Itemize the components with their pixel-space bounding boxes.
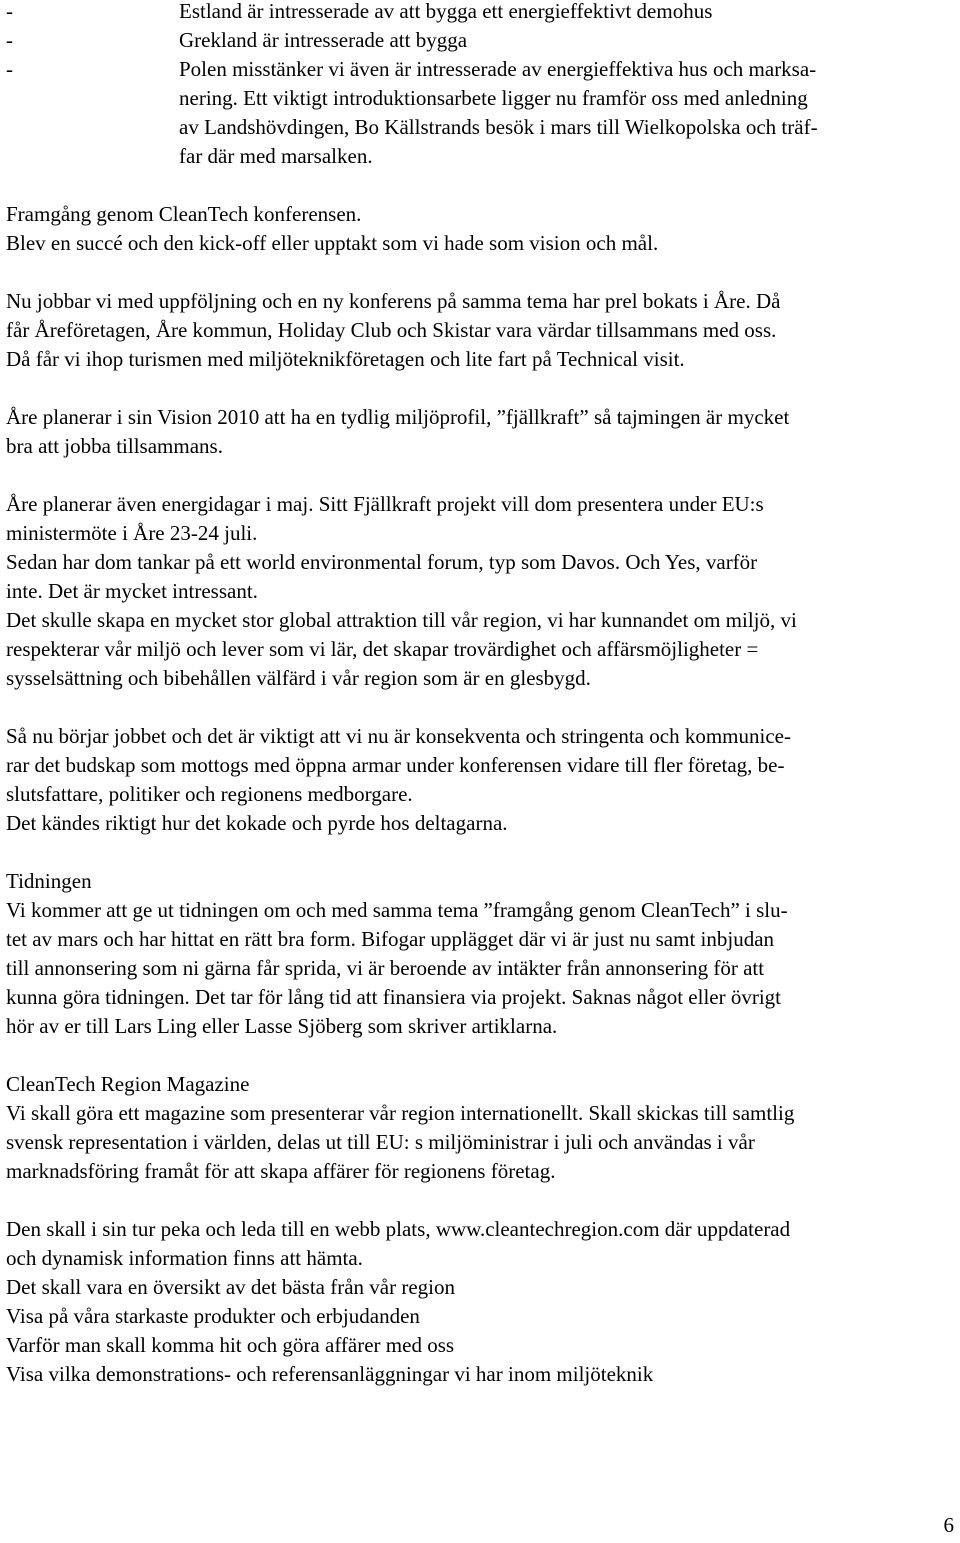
text-line: Grekland är intresserade att bygga [179, 28, 468, 52]
text-line: Nu jobbar vi med uppföljning och en ny konferens på samma tema har prel bokats i Åre. Då [6, 289, 781, 313]
paragraph-magazine [6, 1070, 956, 1186]
text-line: Vi skall göra ett magazine som presenterar vår region internationellt. Skall skickas till samtlig [6, 1101, 795, 1125]
paragraph-vision-2010 [6, 403, 956, 461]
paragraph-webbplats [6, 1215, 956, 1389]
bullet-text [179, 26, 956, 55]
bullet-list [6, 0, 956, 171]
text-line: Den skall i sin tur peka och leda till en webb plats, www.cleantechregion.com där uppdaterad [6, 1217, 791, 1241]
bullet-item-estland [6, 0, 956, 26]
text-line: Visa på våra starkaste produkter och erbjudanden [6, 1304, 420, 1328]
text-line: Åre planerar även energidagar i maj. Sitt Fjällkraft projekt vill dom presentera under EU:s [6, 492, 764, 516]
paragraph-jobbet-borjar [6, 722, 956, 838]
text-line: Åre planerar i sin Vision 2010 att ha en tydlig miljöprofil, ”fjällkraft” så tajmingen är mycket [6, 405, 790, 429]
bullet-item-grekland [6, 26, 956, 55]
text-line: Blev en succé och den kick-off eller upptakt som vi hade som vision och mål. [6, 231, 659, 255]
text-line: Det skall vara en översikt av det bästa från vår region [6, 1275, 455, 1299]
text-line: bra att jobba tillsammans. [6, 434, 223, 458]
text-line: kunna göra tidningen. Det tar för lång tid att finansiera via projekt. Saknas något eller övrigt [6, 985, 782, 1009]
text-line: Polen misstänker vi även är intresserade av energieffektiva hus och marksa- [179, 57, 817, 81]
bullet-text [179, 0, 956, 26]
text-line: ministermöte i Åre 23-24 juli. [6, 521, 258, 545]
text-line: Sedan har dom tankar på ett world environmental forum, typ som Davos. Och Yes, varför [6, 550, 758, 574]
text-line: och dynamisk information finns att hämta. [6, 1246, 363, 1270]
bullet-dash: - [6, 0, 13, 23]
paragraph-uppfoljning [6, 287, 956, 374]
text-line: far där med marsalken. [179, 144, 373, 168]
text-line: tet av mars och har hittat en rätt bra form. Bifogar upplägget där vi är just nu samt inbjudan [6, 927, 775, 951]
section-heading: Framgång genom CleanTech konferensen. [6, 202, 362, 226]
text-line: Estland är intresserade av att bygga ett energieffektivt demohus [179, 0, 713, 23]
paragraph-energidagar [6, 490, 956, 693]
bullet-text [179, 55, 956, 171]
text-line: till annonsering som ni gärna får sprida, vi är beroende av intäkter från annonsering för att [6, 956, 765, 980]
text-line: hör av er till Lars Ling eller Lasse Sjöberg som skriver artiklarna. [6, 1014, 558, 1038]
text-line: Varför man skall komma hit och göra affärer med oss [6, 1333, 455, 1357]
text-line: av Landshövdingen, Bo Källstrands besök i mars till Wielkopolska och träf- [179, 115, 818, 139]
text-line: Visa vilka demonstrations- och referensanläggningar vi har inom miljöteknik [6, 1362, 654, 1386]
text-line: får Åreföretagen, Åre kommun, Holiday Club och Skistar vara värdar tillsammans med oss. [6, 318, 777, 342]
text-line: Så nu börjar jobbet och det är viktigt att vi nu är konsekventa och stringenta och kommunice- [6, 724, 791, 748]
text-line: Då får vi ihop turismen med miljöteknikföretagen och lite fart på Technical visit. [6, 347, 685, 371]
paragraph-cleantech-konferens [6, 200, 956, 258]
text-line: inte. Det är mycket intressant. [6, 579, 258, 603]
bullet-dash: - [6, 28, 13, 52]
bullet-item-polen [6, 55, 956, 171]
text-line: rar det budskap som mottogs med öppna armar under konferensen vidare till fler företag, be- [6, 753, 785, 777]
bullet-dash: - [6, 57, 13, 81]
section-heading: Tidningen [6, 869, 92, 893]
section-heading: CleanTech Region Magazine [6, 1072, 250, 1096]
page-content [6, 0, 956, 1389]
text-line: sysselsättning och bibehållen välfärd i vår region som är en glesbygd. [6, 666, 591, 690]
text-line: marknadsföring framåt för att skapa affärer för regionens företag. [6, 1159, 556, 1183]
text-line: svensk representation i världen, delas ut till EU: s miljöministrar i juli och användas i vår [6, 1130, 755, 1154]
text-line: nering. Ett viktigt introduktionsarbete ligger nu framför oss med anledning [179, 86, 808, 110]
paragraph-tidningen [6, 867, 956, 1041]
text-line: Det kändes riktigt hur det kokade och pyrde hos deltagarna. [6, 811, 508, 835]
text-line: Vi kommer att ge ut tidningen om och med samma tema ”framgång genom CleanTech” i slu- [6, 898, 788, 922]
text-line: slutsfattare, politiker och regionens medborgare. [6, 782, 413, 806]
page-number: 6 [943, 1513, 954, 1537]
text-line: respekterar vår miljö och lever som vi lär, det skapar trovärdighet och affärsmöjligheter = [6, 637, 759, 661]
text-line: Det skulle skapa en mycket stor global attraktion till vår region, vi har kunnandet om miljö, vi [6, 608, 797, 632]
